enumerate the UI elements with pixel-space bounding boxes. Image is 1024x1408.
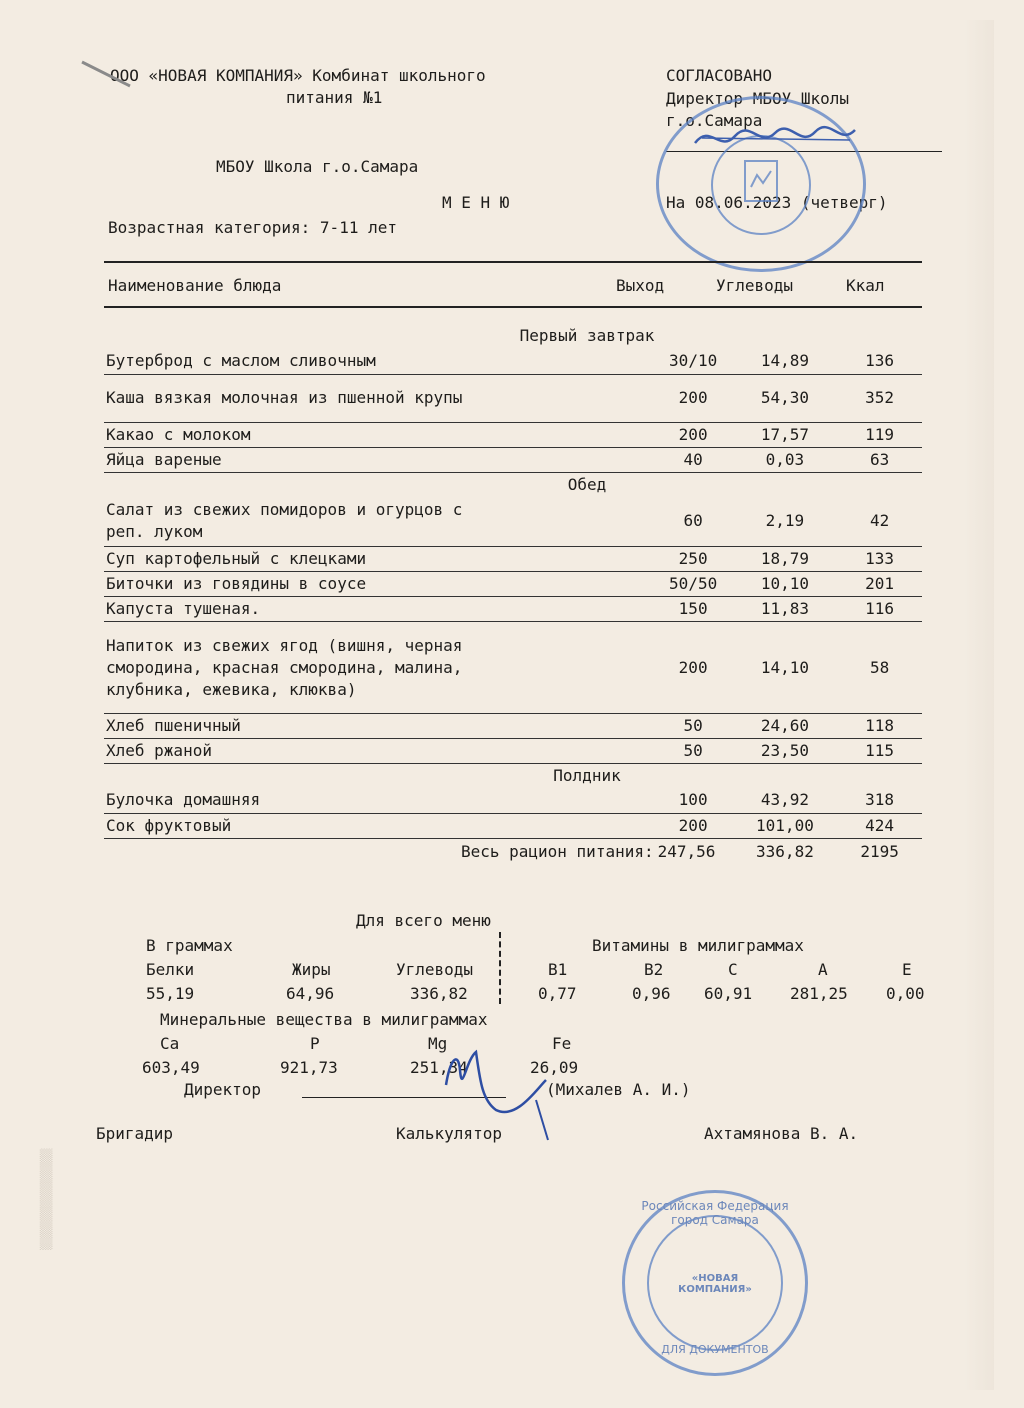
vitamin-b1-value: 0,77 bbox=[538, 984, 577, 1003]
mineral-ca-label: Ca bbox=[160, 1034, 180, 1053]
vitamin-c-label: C bbox=[728, 960, 738, 979]
document-title: М Е Н Ю bbox=[442, 193, 510, 212]
table-row: Напиток из свежих ягод (вишня, черная смородина, красная смородина, малина, клубника, ежевика, клюква) 200 14,10 58 bbox=[104, 622, 922, 714]
table-row: Хлеб пшеничный 50 24,60 118 bbox=[104, 714, 922, 739]
mineral-fe-value: 26,09 bbox=[530, 1058, 579, 1077]
company-stamp bbox=[622, 1190, 808, 1376]
section-header: Первый завтрак bbox=[519, 326, 655, 345]
mineral-ca-value: 603,49 bbox=[142, 1058, 200, 1077]
table-row: Яйца вареные 40 0,03 63 bbox=[104, 447, 922, 472]
vitamin-a-label: A bbox=[818, 960, 828, 979]
table-row: Хлеб ржаной 50 23,50 115 bbox=[104, 739, 922, 764]
table-top-rule bbox=[104, 261, 922, 263]
col-output: Выход bbox=[616, 276, 665, 295]
col-dish: Наименование блюда bbox=[108, 276, 282, 295]
summary-title: Для всего меню bbox=[356, 911, 491, 930]
calculator-name: Ахтамянова В. А. bbox=[704, 1124, 859, 1143]
bleed-through-text: ▒▒▒▒▒▒▒▒▒▒▒▒ bbox=[40, 1148, 53, 1250]
table-row: Какао с молоком 200 17,57 119 bbox=[104, 422, 922, 447]
table-row: Каша вязкая молочная из пшенной крупы 200 54,30 352 bbox=[104, 374, 922, 422]
summary-divider bbox=[499, 932, 501, 1004]
minerals-label: Минеральные вещества в милиграммах bbox=[160, 1010, 488, 1029]
table-row: Капуста тушеная. 150 11,83 116 bbox=[104, 597, 922, 622]
mineral-p-value: 921,73 bbox=[280, 1058, 338, 1077]
col-kcal: Ккал bbox=[846, 276, 885, 295]
table-row: Булочка домашняя 100 43,92 318 bbox=[104, 788, 922, 813]
approval-position: Директор МБОУ Школы bbox=[666, 89, 850, 108]
menu-table bbox=[104, 318, 922, 866]
company-stamp-docs: ДЛЯ ДОКУМЕНТОВ bbox=[661, 1343, 769, 1356]
mineral-fe-label: Fe bbox=[552, 1034, 572, 1053]
table-row: Салат из свежих помидоров и огурцов с реп. луком 60 2,19 42 bbox=[104, 497, 922, 547]
menu-date: На 08.06.2023 (четверг) bbox=[666, 193, 888, 212]
col-carbs: Углеводы bbox=[716, 276, 794, 295]
company-line-1: ООО «НОВАЯ КОМПАНИЯ» Комбинат школьного bbox=[110, 66, 486, 85]
fat-value: 64,96 bbox=[286, 984, 335, 1003]
calculator-label: Калькулятор bbox=[396, 1124, 502, 1143]
table-header-rule bbox=[104, 306, 922, 308]
vitamin-b2-label: B2 bbox=[644, 960, 664, 979]
company-stamp-name: «НОВАЯ КОМПАНИЯ» bbox=[678, 1273, 752, 1295]
vitamin-e-value: 0,00 bbox=[886, 984, 925, 1003]
approval-heading: СОГЛАСОВАНО bbox=[666, 66, 772, 85]
protein-label: Белки bbox=[146, 960, 195, 979]
table-row: Биточки из говядины в соусе 50/50 10,10 201 bbox=[104, 572, 922, 597]
vitamin-c-value: 60,91 bbox=[704, 984, 753, 1003]
mineral-mg-label: Mg bbox=[428, 1034, 448, 1053]
section-header: Полдник bbox=[553, 766, 621, 785]
school-name: МБОУ Школа г.о.Самара bbox=[216, 157, 419, 176]
section-header: Обед bbox=[567, 474, 607, 494]
vitamins-label: Витамины в милиграммах bbox=[592, 936, 804, 955]
company-stamp-ring: Российская Федерация город Самара bbox=[641, 1199, 789, 1227]
director-name: (Михалев А. И.) bbox=[546, 1080, 691, 1099]
approval-signature bbox=[690, 118, 860, 158]
total-row: Весь рацион питания: 247,56 336,82 2195 bbox=[460, 842, 899, 862]
vitamin-b2-value: 0,96 bbox=[632, 984, 671, 1003]
brigadier-label: Бригадир bbox=[96, 1124, 174, 1143]
age-category: Возрастная категория: 7-11 лет bbox=[108, 218, 397, 237]
table-row: Суп картофельный с клецками 250 18,79 133 bbox=[104, 547, 922, 572]
protein-value: 55,19 bbox=[146, 984, 195, 1003]
vitamin-e-label: E bbox=[902, 960, 912, 979]
vitamin-a-value: 281,25 bbox=[790, 984, 848, 1003]
emblem-icon bbox=[741, 157, 781, 207]
page-edge-shadow bbox=[964, 20, 994, 1390]
grams-label: В граммах bbox=[146, 936, 233, 955]
carbs-label: Углеводы bbox=[396, 960, 474, 979]
fat-label: Жиры bbox=[292, 960, 331, 979]
vitamin-b1-label: B1 bbox=[548, 960, 568, 979]
approval-city: г.о.Самара bbox=[666, 111, 763, 130]
staple-mark bbox=[76, 54, 136, 94]
table-row: Сок фруктовый 200 101,00 424 bbox=[104, 813, 922, 838]
mineral-p-label: P bbox=[310, 1034, 320, 1053]
table-row: Бутерброд с маслом сливочным 30/10 14,89 136 bbox=[104, 348, 922, 374]
company-line-2: питания №1 bbox=[286, 88, 383, 107]
carbs-value: 336,82 bbox=[410, 984, 468, 1003]
director-label: Директор bbox=[184, 1080, 262, 1099]
mineral-mg-value: 251,34 bbox=[410, 1058, 468, 1077]
